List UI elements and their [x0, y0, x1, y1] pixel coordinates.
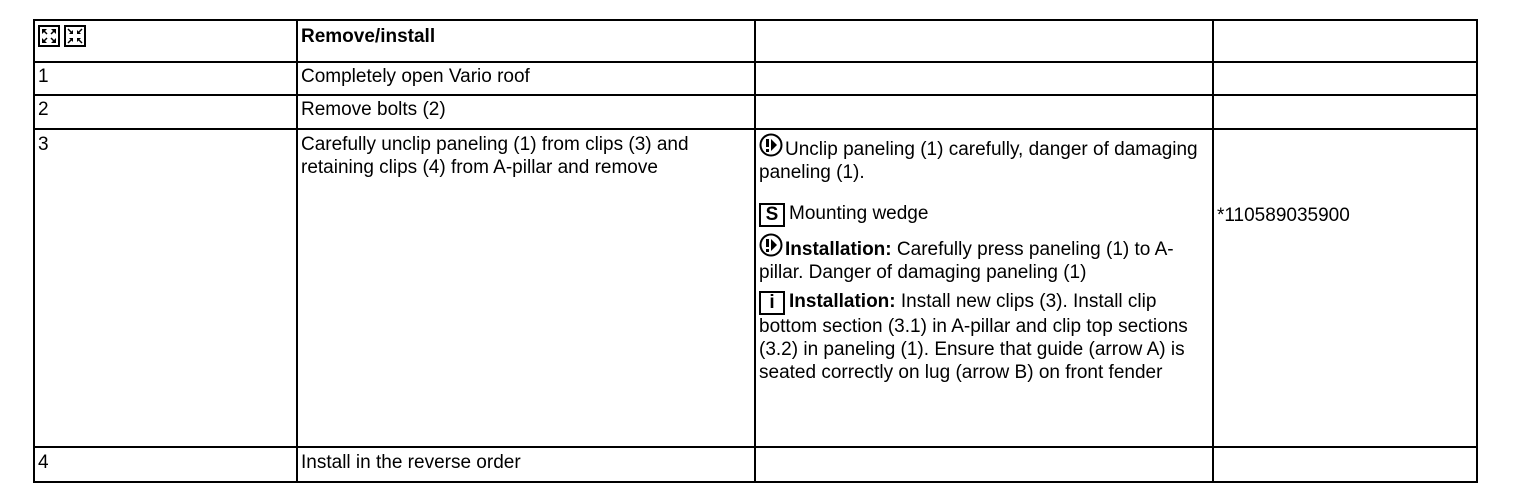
- caution-label: Installation:: [785, 239, 892, 260]
- tool-text: Mounting wedge: [789, 203, 929, 224]
- caution-text: Carefully press paneling (1) to A-pillar. Danger of damaging paneling (1): [759, 239, 1174, 283]
- caution-icon: [759, 233, 783, 257]
- table-row: [34, 95, 1477, 129]
- step-part: [1213, 447, 1477, 482]
- step-text: Remove bolts (2): [297, 95, 755, 129]
- step-text: Carefully unclip paneling (1) from clips (3) and retaining clips (4) from A-pillar and remove: [297, 129, 755, 447]
- step-text: Completely open Vario roof: [297, 62, 755, 95]
- step-text: Install in the reverse order: [297, 447, 755, 482]
- expand-icon[interactable]: [38, 25, 60, 47]
- table-row: [34, 129, 1477, 447]
- part-number: *110589035900: [1217, 205, 1350, 226]
- step-notes: [755, 62, 1213, 95]
- table-row: [34, 62, 1477, 95]
- info-label: Installation:: [789, 291, 896, 312]
- step-part: [1213, 62, 1477, 95]
- header-icons-cell: [34, 20, 297, 62]
- step-notes: [755, 447, 1213, 482]
- step-notes: [755, 95, 1213, 129]
- tool-note: [759, 202, 1209, 227]
- info-text: Install new clips (3). Install clip bottom section (3.1) in A-pillar and clip top sections (3.2) in paneling (1). Ensure that guide (arrow A) is seated correctly on lug (arrow B) on front fender: [759, 291, 1188, 383]
- header-col3: [755, 20, 1213, 62]
- header-title: Remove/install: [297, 20, 755, 62]
- step-number: 2: [34, 95, 297, 129]
- caution-icon: [759, 133, 783, 157]
- caution-note: [759, 233, 1209, 284]
- step-number: 1: [34, 62, 297, 95]
- info-icon: i: [759, 291, 785, 315]
- info-note: [759, 290, 1209, 384]
- step-part: [1213, 129, 1477, 447]
- caution-note: [759, 133, 1209, 184]
- collapse-icon[interactable]: [64, 25, 86, 47]
- table-row: [34, 447, 1477, 482]
- step-number: 4: [34, 447, 297, 482]
- step-notes: [755, 129, 1213, 447]
- table-header-row: [34, 20, 1477, 62]
- tool-icon: S: [759, 203, 785, 227]
- step-part: [1213, 95, 1477, 129]
- caution-text: Unclip paneling (1) carefully, danger of damaging paneling (1).: [759, 139, 1198, 183]
- procedure-table: [33, 19, 1478, 483]
- header-col4: [1213, 20, 1477, 62]
- step-number: 3: [34, 129, 297, 447]
